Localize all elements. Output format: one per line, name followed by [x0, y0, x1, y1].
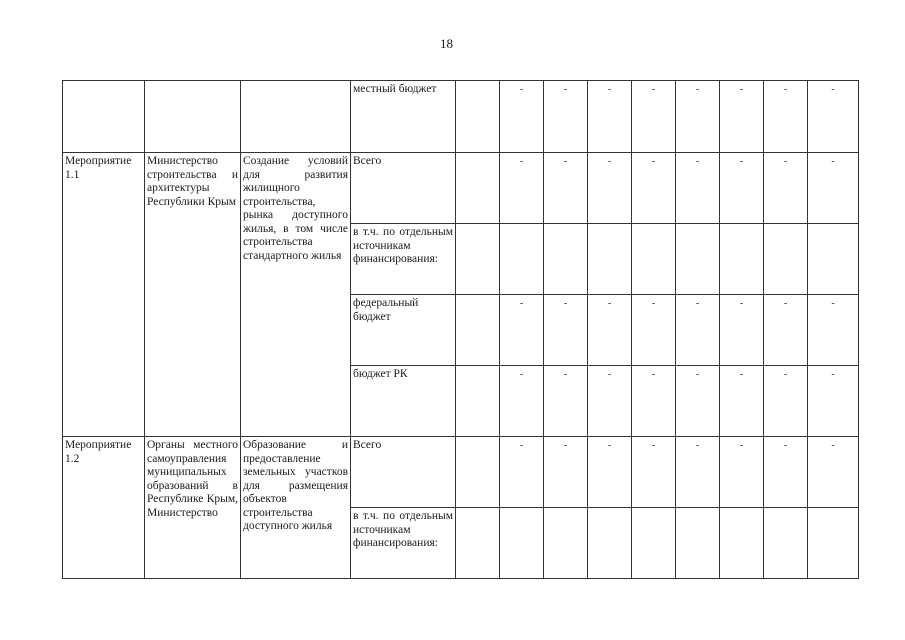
- empty-cell: [588, 508, 632, 579]
- value-cell: -: [676, 153, 720, 224]
- event-name: Мероприятие 1.2: [63, 437, 145, 579]
- empty-cell: [456, 81, 500, 153]
- value-cell: -: [676, 437, 720, 508]
- event-cell: [63, 81, 145, 153]
- empty-cell: [632, 224, 676, 295]
- value-cell: -: [500, 295, 544, 366]
- value-cell: -: [632, 153, 676, 224]
- empty-cell: [544, 508, 588, 579]
- funding-source: в т.ч. по отдельным источникам финансирования:: [351, 508, 456, 579]
- empty-cell: [456, 366, 500, 437]
- funding-source: федеральный бюджет: [351, 295, 456, 366]
- value-cell: -: [588, 437, 632, 508]
- value-cell: -: [720, 81, 764, 153]
- value-cell: -: [544, 81, 588, 153]
- event-description: Создание условий для развития жилищного строительства, рынка доступного жилья, в том числе строительства стандартного жилья: [241, 153, 351, 437]
- description-cell: [241, 81, 351, 153]
- value-cell: -: [764, 366, 808, 437]
- funding-source: бюджет РК: [351, 366, 456, 437]
- value-cell: -: [808, 153, 859, 224]
- value-cell: -: [588, 153, 632, 224]
- program-table: [62, 80, 859, 579]
- table-row: [63, 437, 859, 508]
- value-cell: -: [676, 81, 720, 153]
- empty-cell: [456, 153, 500, 224]
- value-cell: -: [632, 437, 676, 508]
- table-row: [63, 153, 859, 224]
- funding-source: Всего: [351, 437, 456, 508]
- value-cell: -: [808, 295, 859, 366]
- value-cell: -: [500, 81, 544, 153]
- value-cell: -: [676, 295, 720, 366]
- value-cell: -: [544, 366, 588, 437]
- empty-cell: [456, 224, 500, 295]
- executor-cell: [145, 81, 241, 153]
- value-cell: -: [808, 437, 859, 508]
- value-cell: -: [764, 153, 808, 224]
- event-description: Образование и предоставление земельных участков для размещения объектов строительства доступного жилья: [241, 437, 351, 579]
- value-cell: -: [500, 153, 544, 224]
- value-cell: -: [588, 366, 632, 437]
- empty-cell: [632, 508, 676, 579]
- value-cell: -: [544, 295, 588, 366]
- value-cell: -: [544, 437, 588, 508]
- value-cell: -: [500, 366, 544, 437]
- value-cell: -: [764, 81, 808, 153]
- value-cell: -: [720, 366, 764, 437]
- value-cell: -: [764, 295, 808, 366]
- empty-cell: [544, 224, 588, 295]
- value-cell: -: [588, 81, 632, 153]
- funding-source: в т.ч. по отдельным источникам финансирования:: [351, 224, 456, 295]
- executor-name: Органы местного самоуправления муниципальных образований в Республике Крым, Министерство: [145, 437, 241, 579]
- value-cell: -: [808, 81, 859, 153]
- value-cell: -: [632, 366, 676, 437]
- value-cell: -: [632, 81, 676, 153]
- empty-cell: [808, 224, 859, 295]
- page-number: 18: [440, 36, 453, 51]
- value-cell: -: [720, 437, 764, 508]
- empty-cell: [764, 224, 808, 295]
- executor-name: Министерство строительства и архитектуры Республики Крым: [145, 153, 241, 437]
- empty-cell: [456, 437, 500, 508]
- empty-cell: [456, 508, 500, 579]
- value-cell: -: [720, 295, 764, 366]
- value-cell: -: [500, 437, 544, 508]
- value-cell: -: [764, 437, 808, 508]
- empty-cell: [588, 224, 632, 295]
- table-row: [63, 81, 859, 153]
- empty-cell: [676, 224, 720, 295]
- value-cell: -: [676, 366, 720, 437]
- empty-cell: [808, 508, 859, 579]
- empty-cell: [764, 508, 808, 579]
- value-cell: -: [720, 153, 764, 224]
- value-cell: -: [632, 295, 676, 366]
- value-cell: -: [808, 366, 859, 437]
- event-name: Мероприятие 1.1: [63, 153, 145, 437]
- empty-cell: [720, 224, 764, 295]
- empty-cell: [676, 508, 720, 579]
- empty-cell: [500, 224, 544, 295]
- funding-source: Всего: [351, 153, 456, 224]
- empty-cell: [456, 295, 500, 366]
- value-cell: -: [544, 153, 588, 224]
- empty-cell: [500, 508, 544, 579]
- value-cell: -: [588, 295, 632, 366]
- empty-cell: [720, 508, 764, 579]
- funding-source: местный бюджет: [351, 81, 456, 153]
